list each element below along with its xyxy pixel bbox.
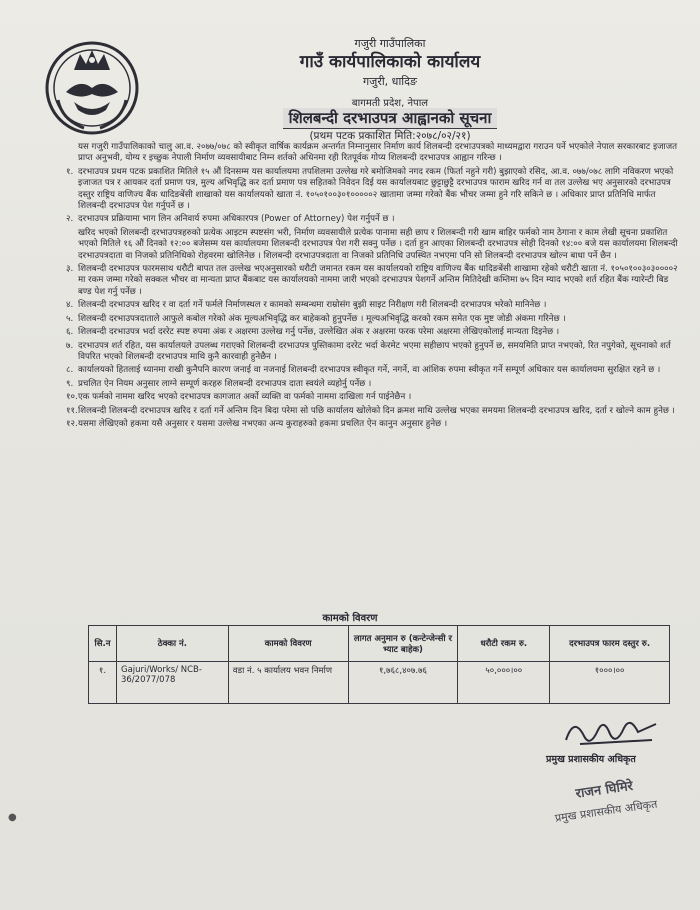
clause-item [66,392,678,403]
clause-item [66,327,678,338]
stamp-post: प्रमुख प्रशासकीय अधिकृत [554,797,659,825]
clause-text: शिलबन्दी शिलबन्दी दरभाउपत्र खरिद र दर्ता गर्ने अन्तिम दिन बिदा परेमा सो पछि कार्यालय खोलेको दिन क्रमश माथि उल्लेख भएका समयमा शिलबन्दी दरभाउपत्र खरिद, दर्ता र खोल्ने काम हुनेछ । [78,405,675,416]
handwritten-signature [560,710,670,754]
clause-number: ९. [66,378,74,389]
header-fee: दरभाउपत्र फारम दस्तुर रु. [550,626,670,662]
cell-fee: १०००।०० [550,662,670,704]
clause-text: खरिद भएको शिलबन्दी दरभाउपत्रहरुको प्रत्येक आइटम स्पष्टसंग भरी, निर्माण व्यवसायीले प्रत्येक पानामा सही छाप र शिलबन्दी गरी खाम बाहिर फर्मको नाम ठेगाना र काम लेखी सूचना प्रकाशित भएको मितिले १६ औं दिनको १२:०० बजेसम्म यस कार्यालयमा शिलबन्दी दरभाउपत्र पेश गरी सक्नु पर्नेछ । दर्ता हुन आएका शिलबन्दी दरभाउपत्र सोही दिनको १४:०० बजे यस कार्यालयमा शिलबन्दी दरभाउपत्रदाता वा निजको प्रतिनिधिको रोहवरमा खोलिनेछ । शिलबन्दी दरभाउपत्रदाता वा निजको प्रतिनिधि उपस्थित नभएमा पनि सो शिलबन्दी दरभाउपत्र खोल्न बाधा पर्ने छैन । [78,227,678,261]
header-description: कामको विवरण [228,626,348,662]
header-sn: सि.न [89,626,117,662]
clause-number: ४. [66,300,74,311]
office-place: गजुरी, धादिङ [362,75,417,88]
clause-text: दरभाउपत्र प्रथम पटक प्रकाशित मितिले १५ औं दिनसम्म यस कार्यालयमा तपशिलमा उल्लेख गरे बमोजिमको नगद रकम (फिर्ता नहुने गरी) बुझाएको रसिद, आ.व. ०७७/०७८ लागि नविकरण भएको इजाजत पत्र र आयकर दर्ता प्रमाण पत्र, मुल्य अभिवृद्धि कर दर्ता प्रमाण पत्र सहितको निवेदन दिई यस कार्यालयबाट छुट्टाछुट्टै दरभाउपत्र फाराम खरिद गर्न वा तल उल्लेख भए अनुसारको दरभाउपत्र दस्तुर राष्ट्रिय वाणिज्य बैंक धादिङबेंसी शाखाको यस कार्यालयको खाता नं. १०५०१००३०१०००००२ खातामा जम्मा गरेको बैंक भौचर जम्मा हुने गरि सकिने छ । अधिकार प्राप्त प्रतिनिधि मार्फत शिलबन्दी दरभाउपत्र पेश गर्नुपर्ने छ । [78,166,674,212]
notice-body [66,142,678,432]
clause-number [66,228,78,262]
clause-text: शिलबन्दी दरभाउपत्र भर्दा दररेट स्पष्ट रुपमा अंक र अक्षरमा उल्लेख गर्नु पर्नेछ, उल्लेखित अंक र अक्षरमा फरक परेमा अक्षरमा लेखिएकोलाई मान्यता दिइनेछ । [78,327,560,338]
clause-item [66,365,678,376]
notice-title-wrap [170,108,610,129]
intro-paragraph: यस गजुरी गाउँपालिकाको चालु आ.व. २०७७/०७८ को स्वीकृत वार्षिक कार्यक्रम अन्तर्गत निम्नानुसार निर्माण कार्य शिलबन्दी दरभाउपत्रको माध्यमद्वारा गराउन पर्ने भएकोले नेपाल सरकारबाट इजाजत प्राप्त अनुभवी, योग्य र इच्छुक नेपाली निर्माण व्यवसायीबाट निम्न शर्तको अधिनमा रही रितपूर्वक गोप्य शिलबन्दी दरभाउपत्र आह्वान गरिन्छ । [78,142,678,164]
clause-item [78,228,678,262]
clause-number: ७. [66,340,74,351]
clause-item [66,166,678,213]
publish-date: (प्रथम पटक प्रकाशित मिति:२०७८/०२/२१) [309,130,471,142]
clause-text: शिलबन्दी दरभाउपत्रदाताले आफुले कबोल गरेको अंक मूल्यअभिवृद्धि कर बाहेकको हुनुपर्नेछ । मूल्यअभिवृद्धि करको रकम समेत एक मुष्ट जोडी अंकमा गरिनेछ । [78,313,566,324]
header-contract: ठेक्का नं. [116,626,228,662]
clause-text: दरभाउपत्र शर्त रहित, यस कार्यालयले उपलब्ध गराएको शिलबन्दी दरभाउपत्र पुस्तिकामा दररेट भर्दा केरमेट भएमा सहीछाप भएको हुनुपर्ने छ, समयमिति प्राप्त नभएको, रित नपुगेको, सूचनाको शर्त विपरित भएको शिलबन्दी दरभाउपत्र माथि कुनै कारवाही हुनेछैन । [78,340,671,362]
clause-list [66,166,678,431]
table-header-row [89,626,670,662]
clause-item [66,418,678,430]
clause-number: २. [66,214,74,225]
works-table-title: कामको विवरण [322,613,378,624]
clause-number: ६. [66,327,74,338]
clause-item [66,378,678,390]
stamp-name: राजन घिमिरे [574,778,634,802]
clause-text: एक फर्मको नाममा खरिद भएको दरभाउपत्र कागजात अर्को व्यक्ति वा फर्मको नाममा दाखिला गर्न पाईनेछैन । [78,392,412,403]
clause-number: ८. [66,365,74,376]
clause-number: १. [66,166,74,177]
header-deposit: धरौटी रकम रु. [458,626,550,662]
cell-sn: १. [89,662,117,704]
signatory-title: प्रमुख प्रशासकीय अधिकृत [546,754,636,765]
clause-item [66,300,678,311]
clause-text: शिलबन्दी दरभाउपत्र फारमसाथ धरौटी बापत तल उल्लेख भएअनुसारको धरौटी जमानत रकम यस कार्यालयको राष्ट्रिय वाणिज्य बैंक धादिङबेंसी शाखामा रहेको धरौटी खाता नं. १०५०१००३०३००००२ मा रकम जम्मा गरेको सक्कल भौचर वा मान्यता प्राप्त बैंकबाट यस कार्यालयको नाममा जारी भएको दरभाउपत्र पेशगर्ने अन्तिम मितिदेखी कम्तिमा ७५ दिन म्याद भएको शर्त रहित बैंक ग्यारेन्टी बिड बण्ड पेश गर्नु पर्नेछ । [78,264,678,297]
clause-number: ३. [66,264,74,275]
clause-item [66,313,678,325]
nepal-emblem-icon [44,40,140,136]
clause-number: ११. [66,405,78,416]
province-name: बागमती प्रदेश, नेपाल [351,98,429,109]
clause-item [66,405,678,417]
clause-item [66,214,678,225]
notice-title: शिलबन्दी दरभाउपत्र आह्वानको सूचना [283,108,498,129]
cell-description: वडा नं. ५ कार्यालय भवन निर्माण [228,662,348,704]
cell-cost: १,७६८,४०७.७६ [348,662,458,704]
works-table [88,625,670,704]
clause-item [66,340,678,364]
municipality-name: गजुरी गाउँपालिका [354,37,426,50]
header-cost: लागत अनुमान रु (कन्टेन्जेन्सी र भ्याट बाहेक) [348,626,458,662]
clause-text: प्रचलित ऐन नियम अनुसार लाग्ने सम्पूर्ण करहरु शिलबन्दी दरभाउपत्र दाता स्वयंले व्यहोर्नु पर्नेछ । [78,378,372,389]
clause-number: १०. [66,392,78,403]
cell-contract: Gajuri/Works/ NCB-36/2077/078 [116,662,228,704]
cell-deposit: ५०,०००।०० [458,662,550,704]
office-name: गाउँ कार्यपालिकाको कार्यालय [299,52,481,72]
clause-text: शिलबन्दी दरभाउपत्र खरिद र वा दर्ता गर्ने फर्मले निर्माणस्थल र कामको सम्बन्धमा राम्रोसंग बुझी साइट निरीक्षण गरी शिलबन्दी दरभाउपत्र भरेको मानिनेछ । [78,300,547,311]
official-stamp [544,763,692,852]
clause-number: ५. [66,313,74,324]
clause-text: दरभाउपत्र प्रक्रियामा भाग लिन अनिवार्य रुपमा अधिकारपत्र (Power of Attorney) पेश गर्नुपर्ने छ । [78,214,395,225]
clause-text: यसमा लेखिएको हकमा यसै अनुसार र यसमा उल्लेख नभएका अन्य कुराहरुको हकमा प्रचलित ऐन कानुन अनुसार हुनेछ । [78,418,448,429]
clause-item [66,264,678,298]
margin-mark: ● [8,812,17,823]
clause-number: १२. [66,418,78,429]
table-row [89,662,670,704]
clause-text: कार्यालयको हितलाई ध्यानमा राखी कुनैपनि कारण जनाई वा नजनाई शिलबन्दी दरभाउपत्र स्वीकृत गर्ने, नगर्ने, वा आंशिक रुपमा स्वीकृत गर्ने सम्पूर्ण अधिकार यस कार्यालयमा सुरक्षित रहने छ । [78,365,661,376]
